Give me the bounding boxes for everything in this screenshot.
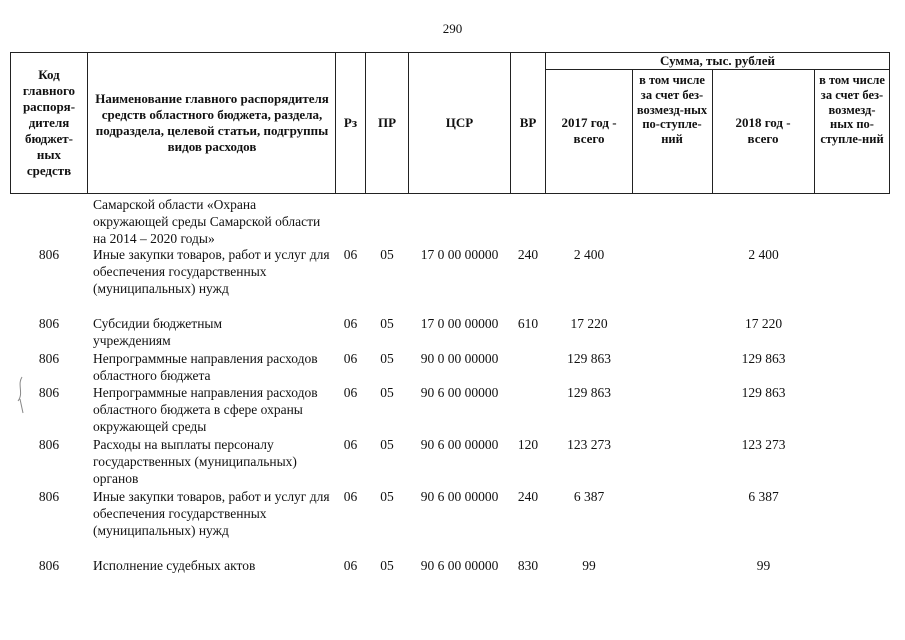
row-csr: 90 6 00 00000 (420, 437, 499, 452)
row-2017-total: 129 863 (567, 351, 611, 366)
row-2018-total: 129 863 (741, 351, 786, 366)
header-2017-total: 2017 год - всего (561, 115, 617, 146)
row-name: Субсидии бюджетным учреждениям (93, 316, 223, 348)
row-rz: 06 (343, 489, 358, 504)
header-sum-group: Сумма, тыс. рублей (660, 53, 775, 68)
header-2017-incl: в том числе за счет без-возмезд-ных по-ступле-ний (636, 73, 708, 147)
row-pr: 05 (380, 247, 394, 262)
row-2018-total: 17 220 (744, 316, 783, 331)
row-csr: 90 6 00 00000 (420, 489, 499, 504)
row-vr: 240 (517, 489, 539, 504)
row-pr: 05 (380, 437, 394, 452)
row-2018-total: 129 863 (741, 385, 786, 400)
row-name: Расходы на выплаты персоналу государственных (муниципальных) органов (93, 437, 297, 486)
row-code: 806 (38, 351, 60, 366)
header-name: Наименование главного распорядителя средств областного бюджета, раздела, подраздела, целевой статьи, подгруппы видов расходов (95, 91, 329, 154)
row-vr: 830 (517, 558, 539, 573)
row-csr: 90 0 00 00000 (420, 351, 499, 366)
row-2018-total: 99 (756, 558, 771, 573)
header-pr: ПР (377, 115, 397, 130)
row-rz: 06 (343, 316, 358, 331)
row-vr: 240 (517, 247, 539, 262)
row-2017-total: 99 (582, 558, 596, 573)
row-csr: 90 6 00 00000 (420, 385, 499, 400)
page-number: 290 (442, 21, 463, 36)
row-2017-total: 17 220 (570, 316, 608, 331)
header-csr: ЦСР (445, 115, 474, 130)
row-code: 806 (38, 316, 60, 331)
row-name: Иные закупки товаров, работ и услуг для обеспечения государственных (муниципальных) нужд (93, 489, 330, 538)
row-rz: 06 (343, 247, 358, 262)
row-rz: 06 (343, 437, 358, 452)
row-rz: 06 (343, 558, 358, 573)
row-vr: 120 (517, 437, 539, 452)
row-2017-total: 6 387 (573, 489, 605, 504)
row-name: Непрограммные направления расходов областного бюджета в сфере охраны окружающей среды (93, 385, 318, 434)
row-name: Иные закупки товаров, работ и услуг для обеспечения государственных (муниципальных) нужд (93, 247, 330, 296)
row-csr: 17 0 00 00000 (420, 316, 499, 331)
row-pr: 05 (380, 558, 394, 573)
row-vr: 610 (517, 316, 539, 331)
header-2018-total: 2018 год - всего (735, 115, 791, 146)
row-pr: 05 (380, 385, 394, 400)
row-name: Исполнение судебных актов (93, 558, 256, 573)
row-code: 806 (38, 558, 60, 573)
row-rz: 06 (343, 385, 358, 400)
row-csr: 17 0 00 00000 (420, 247, 499, 262)
row-code: 806 (38, 437, 60, 452)
row-2017-total: 2 400 (573, 247, 605, 262)
header-code: Код главного распоря-дителя бюджет-ных средств (22, 67, 76, 178)
row-2017-total: 123 273 (567, 437, 611, 452)
row-pr: 05 (380, 489, 394, 504)
row-pr: 05 (380, 316, 394, 331)
header-2018-incl: в том числе за счет без-возмезд-ных по-ступле-ний (819, 73, 885, 147)
row-pr: 05 (380, 351, 394, 366)
row-csr: 90 6 00 00000 (420, 558, 499, 573)
header-rz: Рз (343, 115, 358, 130)
row-2018-total: 6 387 (748, 489, 779, 504)
row-code: 806 (38, 247, 60, 262)
row-2018-total: 2 400 (748, 247, 779, 262)
continuation-text: Самарской области «Охрана окружающей среды Самарской области на 2014 – 2020 годы» (93, 197, 321, 246)
row-2017-total: 129 863 (567, 385, 611, 400)
row-2018-total: 123 273 (741, 437, 786, 452)
row-name: Непрограммные направления расходов областного бюджета (93, 351, 318, 383)
row-rz: 06 (343, 351, 358, 366)
row-code: 806 (38, 385, 60, 400)
header-vr: ВР (519, 115, 537, 130)
row-code: 806 (38, 489, 60, 504)
